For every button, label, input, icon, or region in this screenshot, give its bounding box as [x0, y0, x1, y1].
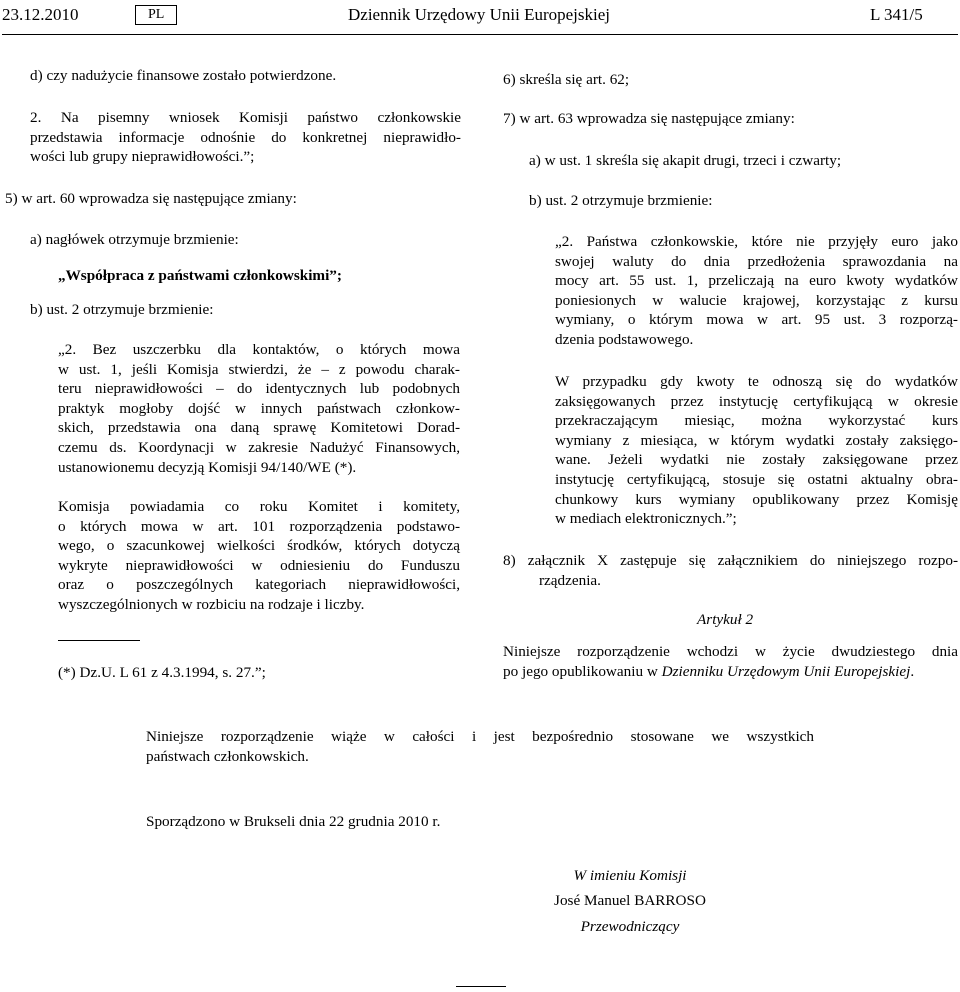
binding-statement: Niniejsze rozporządzenie wiąże w całości i jest bezpośrednio stosowane we wszystkich państwach członkowskich. [146, 728, 814, 765]
item-5b: b) ust. 2 otrzymuje brzmienie: [30, 301, 214, 318]
footnote: (*) Dz.U. L 61 z 4.3.1994, s. 27.”; [58, 664, 266, 681]
section-heading: „Współpraca z państwami członkowskimi”; [58, 267, 342, 284]
done-at: Sporządzono w Brukseli dnia 22 grudnia 2010 r. [146, 813, 441, 830]
footnote-rule [58, 640, 140, 641]
on-behalf-of: W imieniu Komisji [573, 867, 687, 884]
header-rule [2, 34, 958, 35]
paragraph-2: 2. Na pisemny wniosek Komisji państwo członkowskie przedstawia informacje odnośnie do konkretnej nieprawidło- wości lub grupy nieprawidłowości.”; [30, 109, 461, 166]
language-badge: PL [135, 5, 177, 25]
item-5-art-60: 5) w art. 60 wprowadza się następujące zmiany: [5, 190, 297, 207]
page-reference: L 341/5 [870, 5, 923, 24]
header-date: 23.12.2010 [2, 5, 79, 24]
art-60-paragraph-2: Komisja powiadamia co roku Komitet i komitety, o których mowa w art. 101 rozporządzenia podstawo- wego, o szacunkowej wielkości środków, których dotyczą wykryte nieprawidłowości w odniesieniu do Funduszu oraz o poszczególnych kategoriach nieprawidłowości, wyszczególnionych w rozbiciu na rodzaje i liczby. [58, 498, 460, 613]
art-63-paragraph-2: W przypadku gdy kwoty te odnoszą się do wydatków zaksięgowanych przez instytucję certyfikującą w okresie przekraczającym miesiąc, można wykorzystać kurs wymiany z miesiąca, w którym wydatki zostały zaksięgo- wane. Jeżeli wydatki nie zostały zaksięgowane przez instytucję certyfikującą, stosuje się ostatni aktualny obra- chunkowy kurs wymiany opublikowany przez Komisję w mediach elektronicznych.”; [555, 373, 958, 528]
item-6: 6) skreśla się art. 62; [503, 71, 630, 88]
art-63-paragraph-1: „2. Państwa członkowskie, które nie przyjęły euro jako swojej waluty do dnia przedłożenia sprawozdania na mocy art. 55 ust. 1, przeliczają na euro kwoty wydatków poniesionych w walucie krajowej, korzystając z kursu wymiany, o którym mowa w art. 95 ust. 3 rozporzą- dzenia podstawowego. [555, 233, 958, 348]
item-7a: a) w ust. 1 skreśla się akapit drugi, trzeci i czwarty; [529, 152, 842, 169]
item-7: 7) w art. 63 wprowadza się następujące zmiany: [503, 110, 795, 127]
item-5a: a) nagłówek otrzymuje brzmienie: [30, 231, 239, 248]
item-d: d) czy nadużycie finansowe zostało potwierdzone. [30, 67, 337, 84]
signatory-name: José Manuel BARROSO [554, 892, 706, 909]
item-8: 8) załącznik X zastępuje się załącznikiem do niniejszego rozpo- rządzenia. [503, 552, 958, 589]
journal-title: Dziennik Urzędowy Unii Europejskiej [348, 5, 611, 24]
signatory-title: Przewodniczący [580, 918, 680, 935]
article-2-heading: Artykuł 2 [697, 611, 754, 628]
art-60-paragraph-1: „2. Bez uszczerbku dla kontaktów, o których mowa w ust. 1, jeśli Komisja stwierdzi, że – z powodu charak- teru nieprawidłowości – do identycznych lub podobnych praktyk mogłoby dojść w innych państwach członkow- skich, przedstawia ona daną sprawę Komitetowi Dorad- czemu ds. Koordynacji w zakresie Nadużyć Finansowych, ustanowionemu decyzją Komisji 94/140/WE (*). [58, 341, 460, 476]
page-end-rule [456, 986, 506, 987]
entry-into-force: Niniejsze rozporządzenie wchodzi w życie dwudziestego dnia po jego opublikowaniu w Dzienniku Urzędowym Unii Europejskiej. [503, 643, 958, 680]
item-7b: b) ust. 2 otrzymuje brzmienie: [529, 192, 713, 209]
journal-name: Dzienniku Urzędowym Unii Europejskiej [661, 662, 911, 680]
